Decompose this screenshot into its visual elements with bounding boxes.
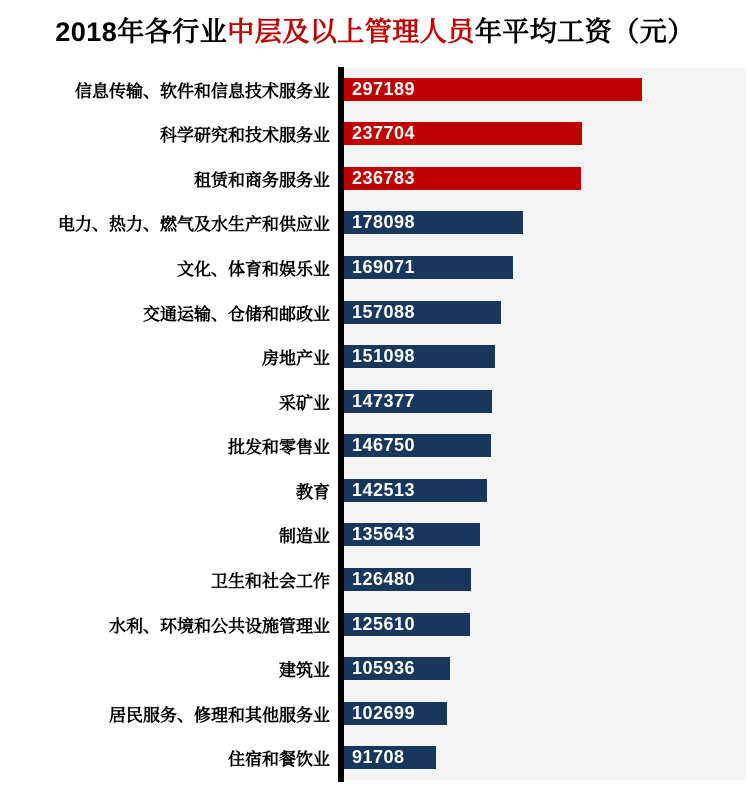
category-label: 电力、热力、燃气及水生产和供应业 <box>58 215 330 235</box>
bar-track <box>344 211 745 234</box>
bar <box>344 702 447 725</box>
title-part-3: 年平均工资（元） <box>474 17 695 47</box>
bar <box>344 78 642 101</box>
bar-track <box>344 613 745 636</box>
bar-track <box>344 568 745 591</box>
bar-row <box>0 424 750 469</box>
category-label: 住宿和餐饮业 <box>228 750 330 770</box>
bar-row <box>0 557 750 602</box>
bar-row <box>0 112 750 157</box>
bar-track <box>344 301 745 324</box>
bar-track <box>344 167 745 190</box>
bar-track <box>344 479 745 502</box>
category-label: 文化、体育和娱乐业 <box>177 260 330 280</box>
title-part-highlight: 中层及以上管理人员 <box>227 17 475 47</box>
value-label: 178098 <box>352 212 416 233</box>
bar-track <box>344 78 745 101</box>
category-label: 采矿业 <box>279 393 330 413</box>
bar <box>344 122 582 145</box>
bar <box>344 167 581 190</box>
bar <box>344 479 487 502</box>
bar-row <box>0 513 750 558</box>
value-label: 135643 <box>352 524 416 545</box>
bar-row <box>0 735 750 780</box>
bar-rows <box>0 67 750 780</box>
bar-row <box>0 646 750 691</box>
bar-track <box>344 390 745 413</box>
category-label: 房地产业 <box>262 349 330 369</box>
bar <box>344 211 523 234</box>
category-label: 水利、环境和公共设施管理业 <box>109 616 330 636</box>
category-label: 制造业 <box>279 527 330 547</box>
category-label: 教育 <box>296 482 330 502</box>
bar <box>344 390 492 413</box>
bar <box>344 746 436 769</box>
category-label: 交通运输、仓储和邮政业 <box>143 304 330 324</box>
bar <box>344 434 491 457</box>
bar-row <box>0 602 750 647</box>
bar-track <box>344 523 745 546</box>
value-label: 169071 <box>352 257 416 278</box>
bar-track <box>344 256 745 279</box>
value-label: 91708 <box>352 747 405 768</box>
category-label: 卫生和社会工作 <box>211 571 330 591</box>
bar <box>344 657 450 680</box>
bar <box>344 345 495 368</box>
value-label: 126480 <box>352 568 416 589</box>
bar-row <box>0 67 750 112</box>
value-label: 147377 <box>352 390 416 411</box>
value-label: 237704 <box>352 123 416 144</box>
bar <box>344 568 471 591</box>
bar <box>344 256 513 279</box>
value-label: 125610 <box>352 613 416 634</box>
bar-row <box>0 156 750 201</box>
bar-track <box>344 122 745 145</box>
bar <box>344 301 501 324</box>
value-label: 142513 <box>352 479 416 500</box>
value-label: 151098 <box>352 346 416 367</box>
value-label: 146750 <box>352 435 416 456</box>
title-part-1: 2018年各行业 <box>55 17 228 47</box>
bar-row <box>0 290 750 335</box>
bar-row <box>0 334 750 379</box>
bar-row <box>0 379 750 424</box>
bar-row <box>0 245 750 290</box>
category-label: 居民服务、修理和其他服务业 <box>109 705 330 725</box>
category-label: 批发和零售业 <box>228 438 330 458</box>
category-label: 信息传输、软件和信息技术服务业 <box>75 81 330 101</box>
bar-track <box>344 345 745 368</box>
value-label: 102699 <box>352 702 416 723</box>
category-label: 科学研究和技术服务业 <box>160 126 330 146</box>
bar <box>344 613 470 636</box>
bar-track <box>344 702 745 725</box>
value-label: 297189 <box>352 78 416 99</box>
plot-area <box>0 67 750 782</box>
bar-track <box>344 434 745 457</box>
value-label: 105936 <box>352 658 416 679</box>
value-label: 157088 <box>352 301 416 322</box>
bar-row <box>0 691 750 736</box>
bar-track <box>344 657 745 680</box>
bar-row <box>0 468 750 513</box>
chart-title <box>0 10 750 49</box>
category-label: 建筑业 <box>279 661 330 681</box>
bar-row <box>0 201 750 246</box>
category-label: 租赁和商务服务业 <box>194 170 330 190</box>
bar <box>344 523 480 546</box>
bar-track <box>344 746 745 769</box>
value-label: 236783 <box>352 167 416 188</box>
